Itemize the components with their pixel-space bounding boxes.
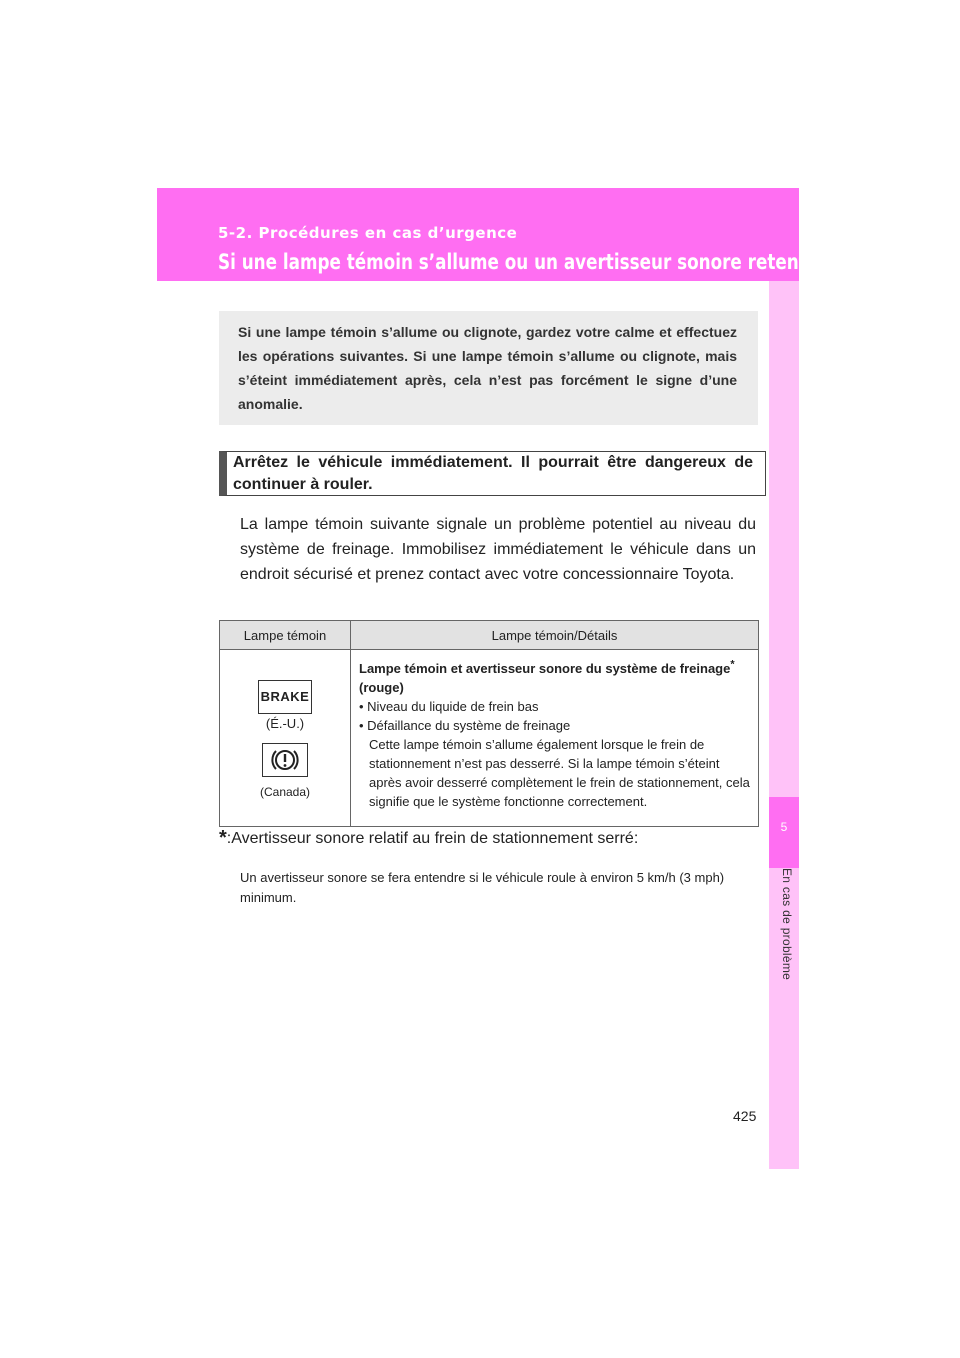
detail-title-star: *	[730, 659, 735, 671]
detail-title-color: (rouge)	[359, 680, 404, 696]
lamp-icon-cell	[220, 650, 351, 827]
section-label: 5-2. Procédures en cas d’urgence	[218, 224, 518, 242]
page-title: Si une lampe témoin s’allume ou un avertisseur sonore retentit...	[218, 250, 840, 274]
detail-title	[359, 661, 735, 695]
footnote-body: Un avertisseur sonore se fera entendre si le véhicule roule à environ 5 km/h (3 mph) minimum.	[240, 870, 725, 905]
footnote-text: :Avertisseur sonore relatif au frein de stationnement serré:	[226, 830, 639, 847]
footnote-star: *	[219, 827, 227, 849]
warning-text: Arrêtez le véhicule immédiatement. Il pourrait être dangereux de continuer à rouler.	[233, 454, 753, 493]
detail-item-fluid: • Niveau du liquide de frein bas	[359, 699, 539, 715]
brake-warning-icon: BRAKE	[258, 680, 312, 714]
intro-text: Si une lampe témoin s’allume ou clignote, gardez votre calme et effectuez les opérations suivantes. Si une lampe témoin s’allume ou clignote, mais s’éteint immédiatement après, cela n’est pas forcément le signe d’une anomalie.	[238, 324, 737, 412]
table-header-row	[220, 621, 759, 650]
lamp-details-cell	[351, 650, 759, 827]
footnote	[219, 827, 639, 849]
detail-title-text: Lampe témoin et avertisseur sonore du système de freinage	[359, 661, 731, 677]
detail-item-malfunction: • Défaillance du système de freinage	[359, 718, 571, 734]
body-paragraph: La lampe témoin suivante signale un problème potentiel au niveau du système de freinage. Immobilisez immédiatement le véhicule dans un endroit sécurisé et prenez contact avec votre concessionnaire Toyota.	[240, 516, 756, 583]
table-header-details: Lampe témoin/Détails	[351, 621, 759, 650]
page-number: 425	[733, 1108, 757, 1124]
detail-item-explanation: Cette lampe témoin s’allume également lorsque le frein de stationnement n’est pas desserré. Si la lampe témoin s’éteint après avoir desserré complètement le frein de stationnement, cela signifie que le système fonctionne correctement.	[369, 737, 750, 810]
chapter-label: En cas de problème	[780, 868, 794, 981]
circle-exclamation-brake-icon	[262, 743, 308, 777]
region-label-canada: (Canada)	[259, 785, 311, 799]
table-row	[220, 650, 759, 827]
chapter-number: 5	[780, 820, 788, 834]
region-label-us: (É.-U.)	[265, 716, 305, 731]
table-header-lamp: Lampe témoin	[220, 621, 351, 650]
warning-lamp-table	[219, 620, 759, 827]
